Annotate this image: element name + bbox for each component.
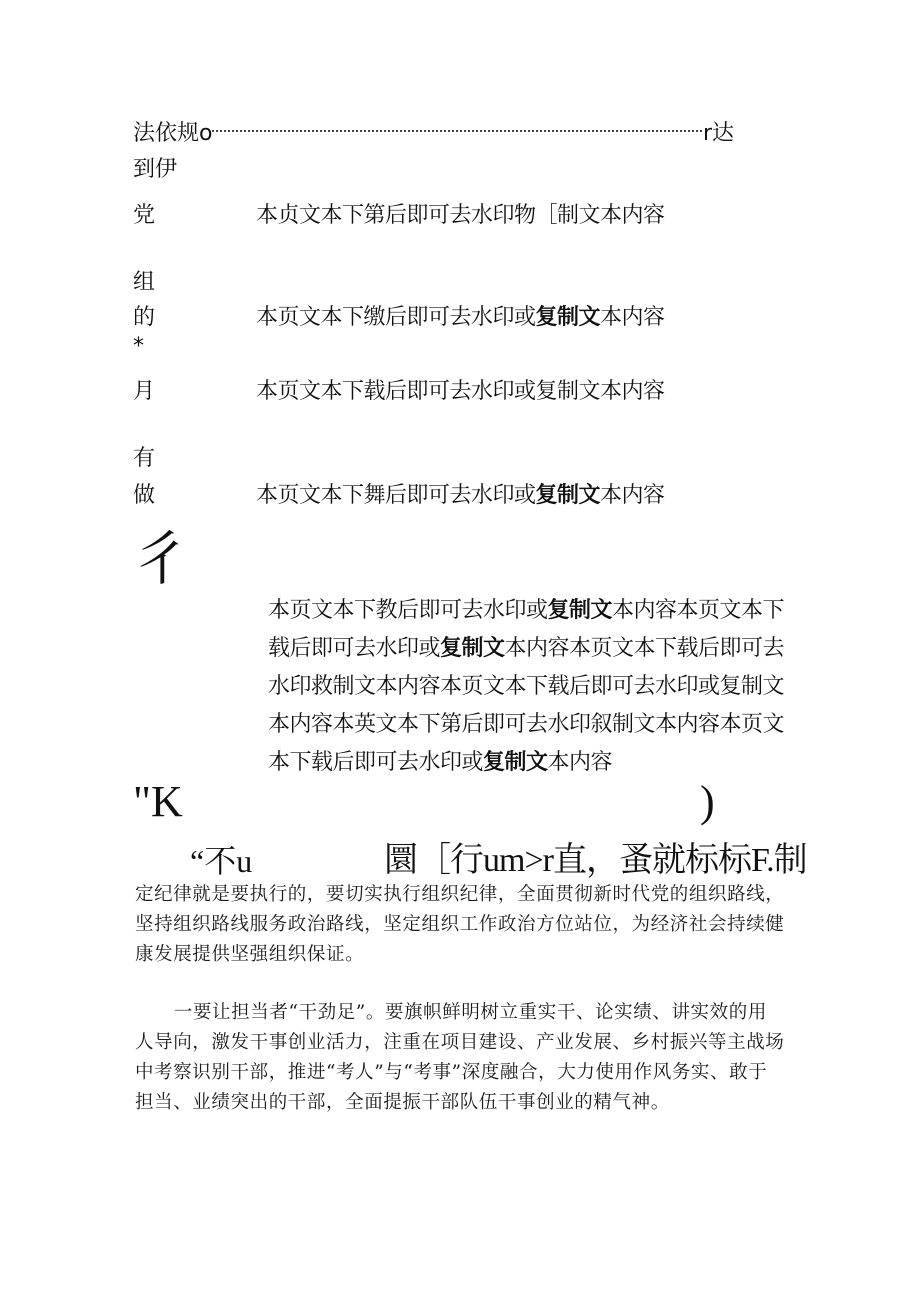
watermark-line [256,300,665,331]
row-left-char: 的 [133,305,156,330]
body-paragraph-2: 一要让担当者“干劲足”。要旗帜鲜明树立重实干、论实绩、讲实效的用人导向，激发干事创业活力，注重在项目建设、产业发展、乡村振兴等主战场中考察识别干部，推进“考人”与“考事”深度融合，大力使用作风务实、敢于担当、业绩突出的干部，全面提振干部队伍干事创业的精气神。 [135,1002,785,1113]
garbled-k-text: "K [133,777,183,826]
watermark-bold-text: 复制文 [535,483,601,508]
watermark-bold-text: 复制文 [440,636,505,661]
watermark-line [256,478,665,509]
toc-right-text: r达 [703,121,735,146]
row-left-char: 月 [133,379,156,404]
row-left-char: 做 [133,483,156,508]
watermark-paragraph [268,592,788,782]
watermark-text: 本内容 [600,483,665,508]
watermark-line [256,198,665,229]
watermark-bold-text: 复制文 [547,598,613,623]
toc-dot-leader [212,118,702,132]
watermark-text: 本内容 [600,305,665,330]
watermark-text: 本贞文本下第后即可去水印物［制文本内容 [256,203,665,228]
body-paragraph-1: 定纪律就是要执行的，要切实执行组织纪律，全面贯彻新时代党的组织路线，坚持组织路线服务政治路线，坚定组织工作政治方位站位，为经济社会持续健康发展提供坚强组织保证。 [135,884,785,965]
watermark-text: 本页文本下载后即可去水印或复制文本内容 [256,379,665,404]
watermark-line [256,374,665,405]
row-left-char: 有 [133,446,156,471]
watermark-text: 本页文本下舞后即可去水印或 [256,483,536,508]
watermark-bold-text: 复制文 [483,750,548,775]
garbled-line-a: “不u [190,843,253,879]
watermark-bold-text: 复制文 [535,305,601,330]
garbled-line-b: 圜［行um>r直，蚤就标标F.制 [384,842,807,879]
watermark-text: 本页文本下教后即可去水印或 [268,598,548,623]
row-left-char: 党 [133,203,156,228]
watermark-text: 本页文本下缴后即可去水印或 [256,305,536,330]
large-glyph: 彳 [132,525,191,593]
toc-left-text: 法依规o [133,121,213,146]
watermark-text: 本内容 [547,750,613,775]
row-left-char: * [133,334,144,359]
watermark-text: 本内容本页文本下载后即可去水印或 [268,598,785,661]
watermark-text: 本内容本页文本下载后即可去水印救制文本内容本页文本下载后即可去水印或复制文本内容本英文本下第后即可去水印叙制文本内容本页文本下载后即可去水印或 [268,636,785,775]
garbled-paren: ) [700,777,715,826]
row-left-char: 组 [133,270,156,295]
header-line-2: 到伊 [133,157,178,182]
